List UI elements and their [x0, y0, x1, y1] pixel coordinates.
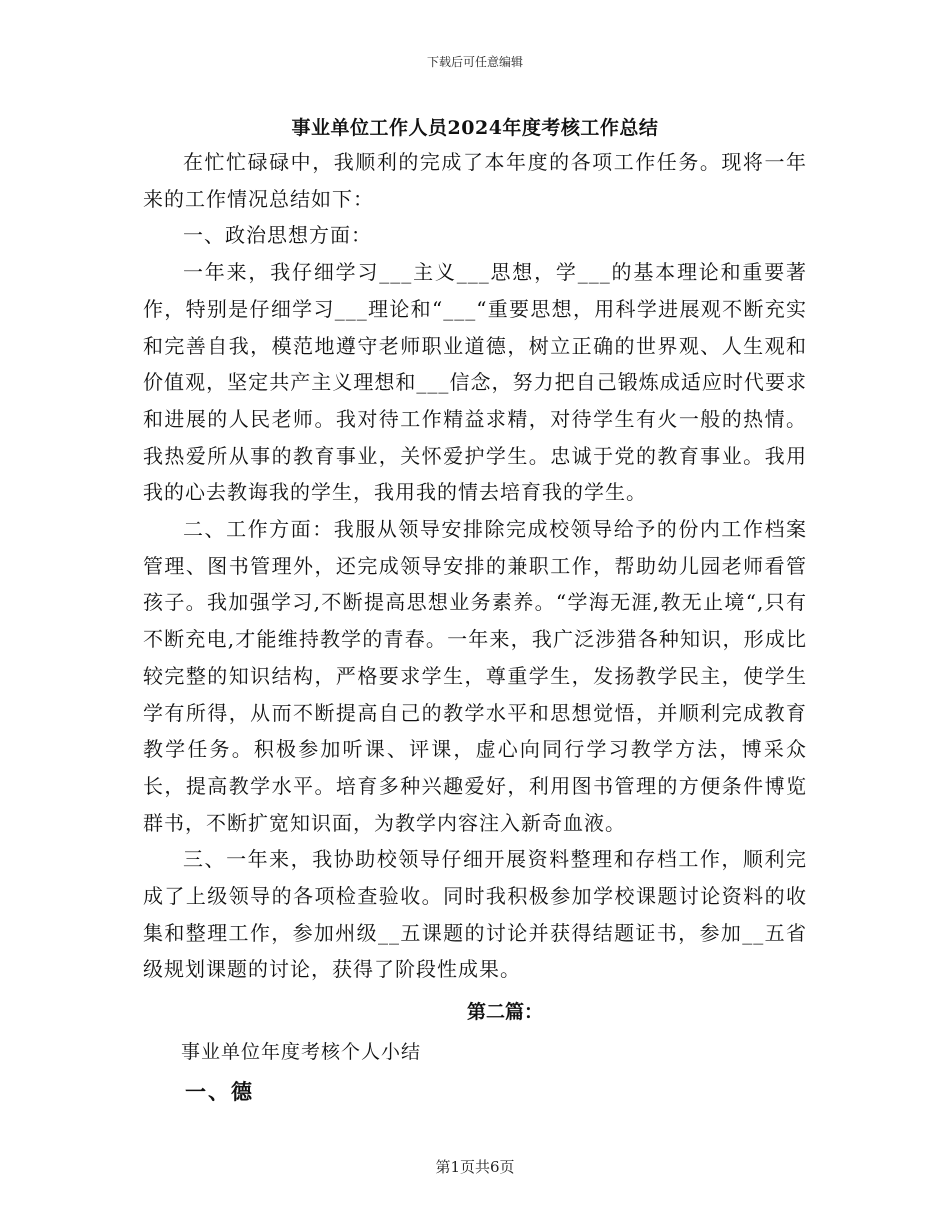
page-number-footer: 第1页共6页 — [435, 1158, 515, 1176]
work-paragraph: 二、工作方面：我服从领导安排除完成校领导给予的份内工作档案管理、图书管理外，还完成领导安排的兼职工作，帮助幼儿园老师看管孩子。我加强学习,不断提高思想业务素养。“学海无涯,教无止境“,只有不断充电,才能维持教学的青春。一年来，我广泛涉猎各种知识，形成比较完整的知识结构，严格要求学生，尊重学生，发扬教学民主，使学生学有所得，从而不断提高自己的教学水平和思想觉悟，并顺利完成教育教学任务。积极参加听课、评课，虚心向同行学习教学方法，博采众长，提高教学水平。培育多种兴趣爱好，利用图书管理的方便条件博览群书，不断扩宽知识面，为教学内容注入新奇血液。 — [143, 517, 807, 835]
archive-paragraph: 三、一年来，我协助校领导仔细开展资料整理和存档工作，顺利完成了上级领导的各项检查验收。同时我积极参加学校课题讨论资料的收集和整理工作，参加州级__五课题的讨论并获得结题证书，参加__五省级规划课题的讨论，获得了阶段性成果。 — [143, 847, 807, 982]
section-heading-politics: 一、政治思想方面： — [183, 223, 372, 248]
document-title: 事业单位工作人员2024年度考核工作总结 — [291, 117, 659, 139]
header-note: 下载后可任意编辑 — [426, 55, 523, 69]
section2-heading: 一、德 — [185, 1079, 254, 1105]
politics-paragraph: 一年来，我仔细学习___主义___思想，学___的基本理论和重要著作，特别是仔细学习___理论和“___“重要思想，用科学进展观不断充实和完善自我，模范地遵守老师职业道德，树立正确的世界观、人生观和价值观，坚定共产主义理想和___信念，努力把自己锻炼成适应时代要求和进展的人民老师。我对待工作精益求精，对待学生有火一般的热情。我热爱所从事的教育事业，关怀爱护学生。忠诚于党的教育事业。我用我的心去教诲我的学生，我用我的情去培育我的学生。 — [143, 260, 807, 505]
intro-paragraph: 在忙忙碌碌中，我顺利的完成了本年度的各项工作任务。现将一年来的工作情况总结如下： — [143, 150, 807, 211]
document-body — [143, 112, 807, 1110]
section2-title: 第二篇： — [466, 1001, 543, 1024]
section2-subtitle: 事业单位年度考核个人小结 — [181, 1041, 422, 1064]
